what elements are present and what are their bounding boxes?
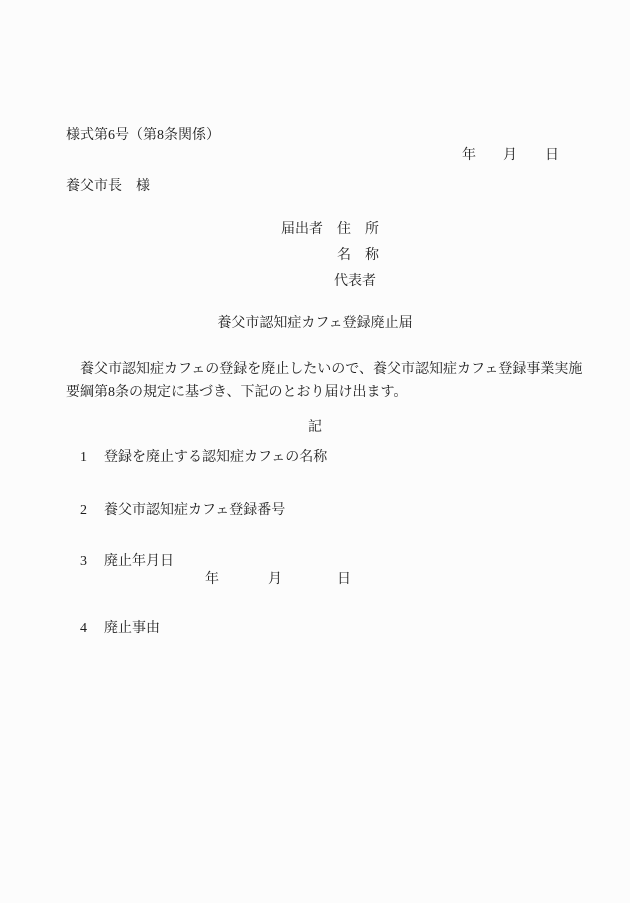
document-title: 養父市認知症カフェ登録廃止届 (217, 316, 413, 331)
declarant-label: 届出者 (281, 222, 323, 237)
abolition-date-day-label: 日 (337, 572, 351, 587)
item-4-number: 4 (80, 621, 87, 636)
declarant-representative-label: 代表者 (334, 274, 376, 289)
body-line-2: 要綱第8条の規定に基づき、下記のとおり届け出ます。 (66, 385, 408, 400)
item-2-number: 2 (80, 503, 87, 518)
item-3-number: 3 (80, 554, 87, 569)
item-4-label: 廃止事由 (104, 621, 160, 636)
item-3-label: 廃止年月日 (104, 554, 174, 569)
item-1-number: 1 (80, 450, 87, 465)
item-1-label: 登録を廃止する認知症カフェの名称 (104, 450, 328, 465)
abolition-date-year-label: 年 (205, 572, 219, 587)
header-date-month-label: 月 (503, 148, 517, 163)
addressee: 養父市長 様 (66, 179, 150, 194)
form-number: 様式第6号（第8条関係） (66, 128, 220, 143)
declarant-address-label: 住 所 (337, 222, 379, 237)
header-date-year-label: 年 (462, 148, 476, 163)
header-date-day-label: 日 (545, 148, 559, 163)
declarant-name-label: 名 称 (337, 248, 379, 263)
body-line-1: 養父市認知症カフェの登録を廃止したいので、養父市認知症カフェ登録事業実施 (66, 362, 583, 377)
abolition-date-month-label: 月 (268, 572, 282, 587)
item-2-label: 養父市認知症カフェ登録番号 (104, 503, 286, 518)
record-marker: 記 (308, 420, 322, 435)
